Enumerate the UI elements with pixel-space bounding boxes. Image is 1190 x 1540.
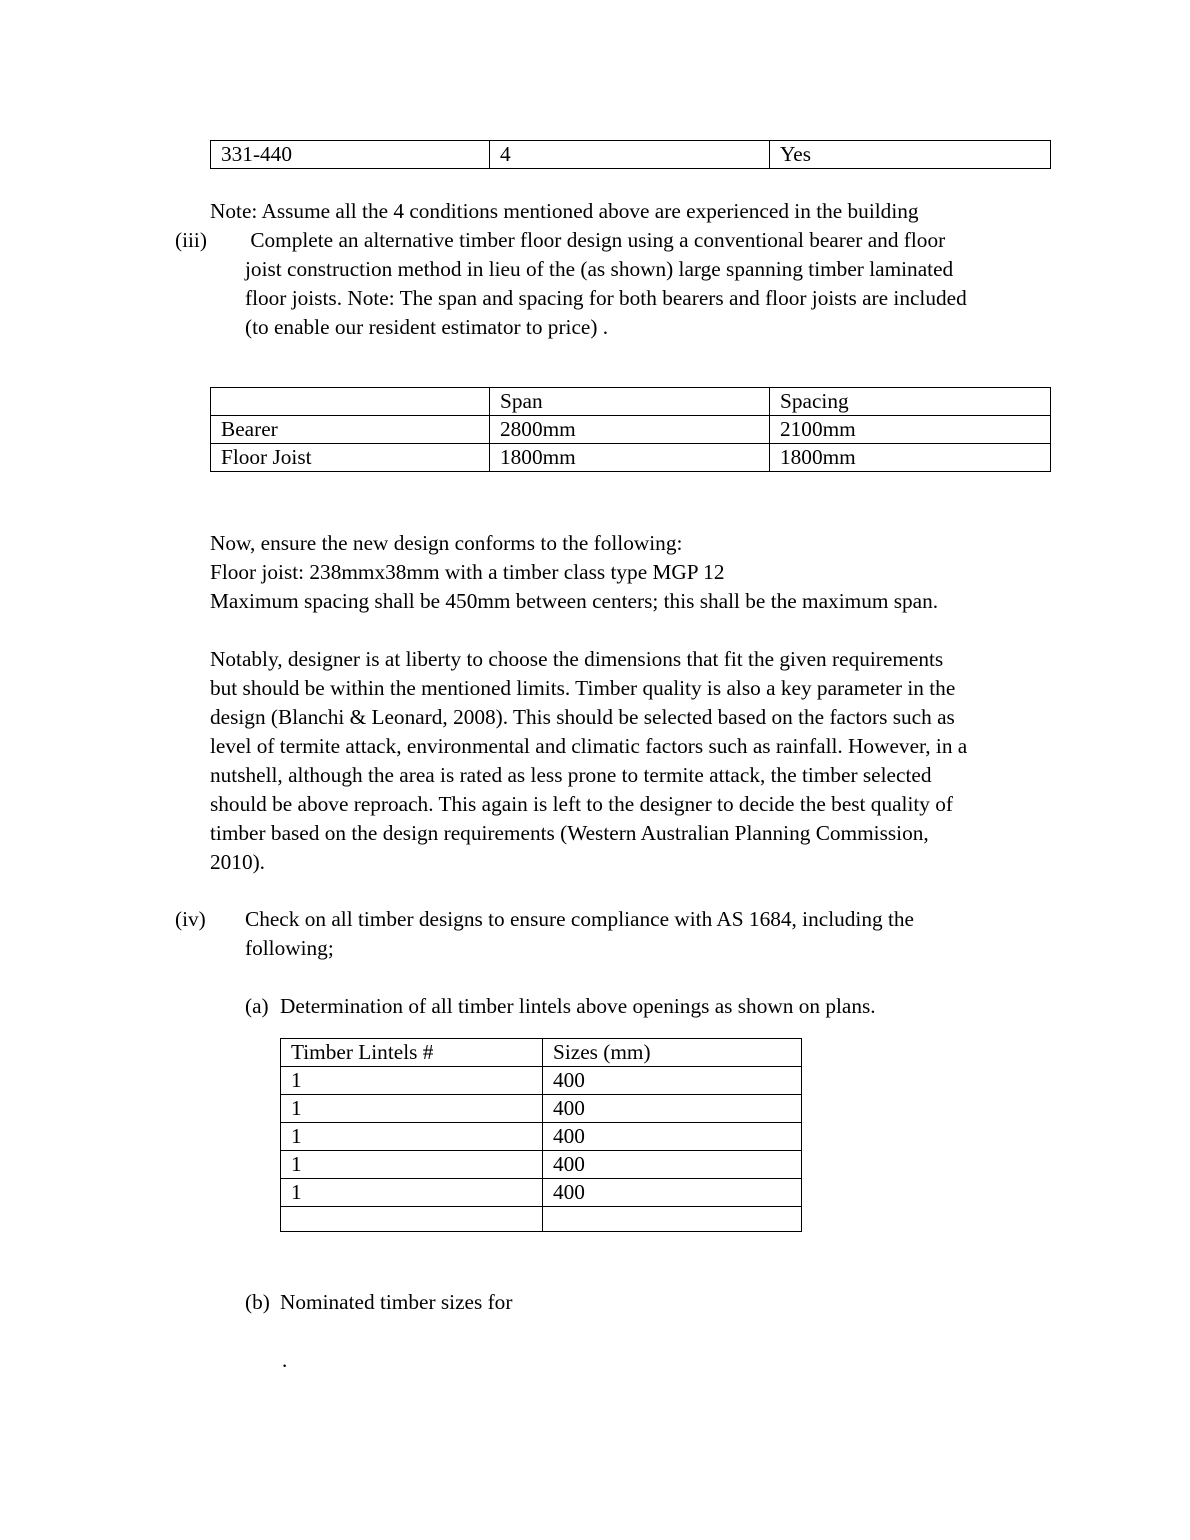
text-line: Complete an alternative timber floor design using a conventional bearer and floor xyxy=(245,228,946,252)
table-cell: 1 xyxy=(281,1151,543,1179)
conditions-table-fragment xyxy=(210,140,1051,169)
sub-item-a-text: Determination of all timber lintels above openings as shown on plans. xyxy=(280,994,876,1018)
text-line: Notably, designer is at liberty to choose the dimensions that fit the given requirements xyxy=(210,647,944,671)
table-cell: 400 xyxy=(543,1151,802,1179)
table-cell: 400 xyxy=(543,1095,802,1123)
table-cell xyxy=(543,1207,802,1232)
text-line: nutshell, although the area is rated as less prone to termite attack, the timber selected xyxy=(210,763,932,787)
table-row xyxy=(281,1207,802,1232)
sub-item-b-text: Nominated timber sizes for xyxy=(280,1290,513,1314)
table-row xyxy=(281,1095,802,1123)
table-row xyxy=(281,1123,802,1151)
notably-paragraph xyxy=(210,645,967,877)
text-line: but should be within the mentioned limits. Timber quality is also a key parameter in the xyxy=(210,676,956,700)
item-iv-text xyxy=(245,905,914,963)
table-cell: 1 xyxy=(281,1067,543,1095)
list-marker-a: (a) xyxy=(245,994,269,1018)
span-spacing-table xyxy=(210,387,1051,472)
list-marker-iii: (iii) xyxy=(175,228,207,252)
timber-lintels-table xyxy=(280,1038,802,1232)
table-header-row xyxy=(281,1039,802,1067)
text-line: Floor joist: 238mmx38mm with a timber class type MGP 12 xyxy=(210,560,725,584)
table-header-cell: Spacing xyxy=(770,388,1051,416)
table-cell: 1 xyxy=(281,1123,543,1151)
text-line: timber based on the design requirements (Western Australian Planning Commission, xyxy=(210,821,929,845)
table-header-cell xyxy=(211,388,490,416)
table-row xyxy=(281,1067,802,1095)
item-iii-text xyxy=(245,226,967,342)
text-line: 2010). xyxy=(210,850,266,874)
table-cell: Bearer xyxy=(211,416,490,444)
table-cell: 1800mm xyxy=(770,444,1051,472)
table-row xyxy=(211,444,1051,472)
list-marker-iv: (iv) xyxy=(175,907,206,931)
table-row xyxy=(281,1151,802,1179)
table-cell xyxy=(281,1207,543,1232)
table-header-cell: Sizes (mm) xyxy=(543,1039,802,1067)
table-cell: 400 xyxy=(543,1123,802,1151)
table-cell: 4 xyxy=(490,141,770,169)
table-header-cell: Span xyxy=(490,388,770,416)
table-header-cell: Timber Lintels # xyxy=(281,1039,543,1067)
text-line: design (Blanchi & Leonard, 2008). This should be selected based on the factors such as xyxy=(210,705,955,729)
note-conditions: Note: Assume all the 4 conditions mentioned above are experienced in the building xyxy=(210,199,919,223)
table-cell: Floor Joist xyxy=(211,444,490,472)
design-requirements xyxy=(210,529,938,616)
table-cell: 1 xyxy=(281,1179,543,1207)
table-cell: 2800mm xyxy=(490,416,770,444)
table-cell: 400 xyxy=(543,1179,802,1207)
trailing-period: . xyxy=(282,1348,288,1372)
table-row xyxy=(211,141,1051,169)
text-line: level of termite attack, environmental and climatic factors such as rainfall. However, in a xyxy=(210,734,968,758)
table-header-row xyxy=(211,388,1051,416)
list-marker-b: (b) xyxy=(245,1290,270,1314)
table-cell: 2100mm xyxy=(770,416,1051,444)
text-line: (to enable our resident estimator to price) . xyxy=(245,315,609,339)
text-line: floor joists. Note: The span and spacing for both bearers and floor joists are included xyxy=(245,286,967,310)
table-cell: 1 xyxy=(281,1095,543,1123)
text-line: Check on all timber designs to ensure compliance with AS 1684, including the xyxy=(245,907,914,931)
table-cell: Yes xyxy=(770,141,1051,169)
text-line: following; xyxy=(245,936,334,960)
table-row xyxy=(211,416,1051,444)
table-cell: 331-440 xyxy=(211,141,490,169)
text-line: Maximum spacing shall be 450mm between centers; this shall be the maximum span. xyxy=(210,589,939,613)
text-line: should be above reproach. This again is left to the designer to decide the best quality of xyxy=(210,792,954,816)
table-cell: 400 xyxy=(543,1067,802,1095)
text-line: joist construction method in lieu of the (as shown) large spanning timber laminated xyxy=(245,257,954,281)
text-line: Now, ensure the new design conforms to the following: xyxy=(210,531,683,555)
table-row xyxy=(281,1179,802,1207)
table-cell: 1800mm xyxy=(490,444,770,472)
